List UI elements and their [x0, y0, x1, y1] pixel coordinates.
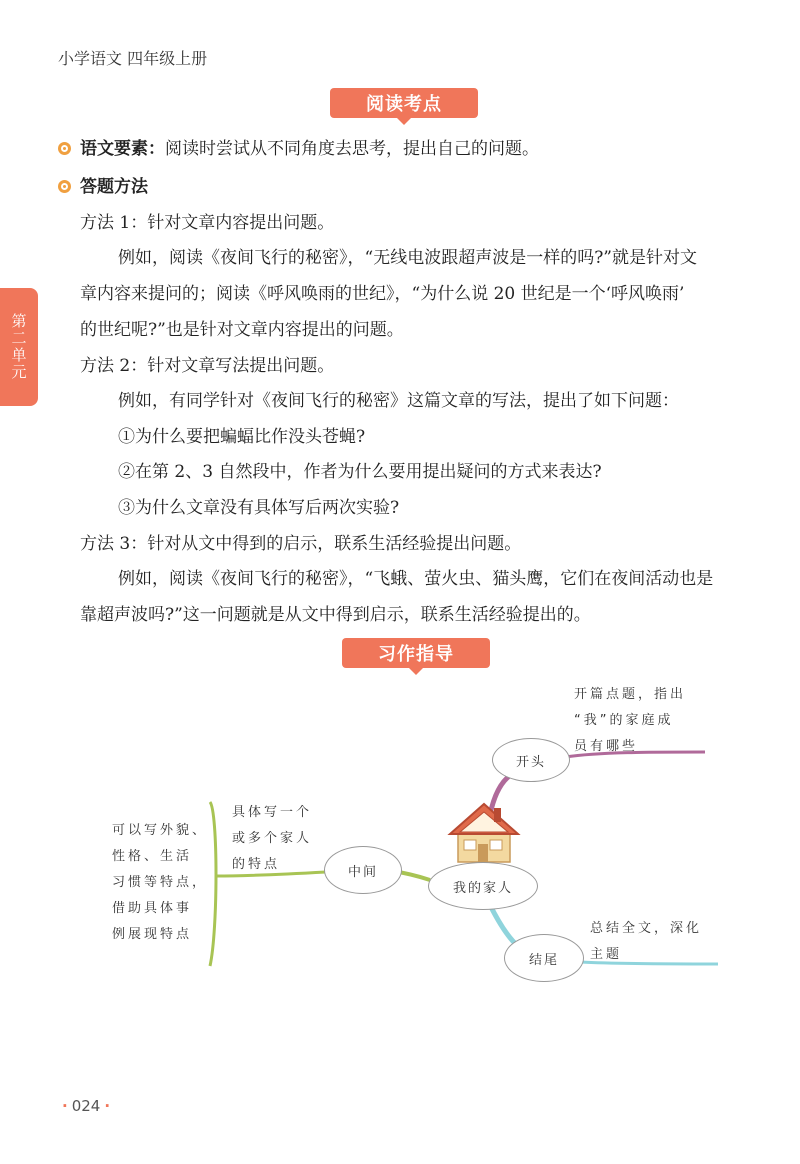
method1-title: 方法 1：针对文章内容提出问题。 [80, 213, 335, 233]
ending-note: 总结全文，深化 主题 [590, 921, 703, 962]
middle-node: 中间 [324, 846, 402, 894]
middle-note-2: 可以写外貌、 性格、生活 习惯等特点， 借助具体事 例展现特点 [112, 823, 209, 942]
opening-note: 开篇点题，指出 “我”的家庭成 员有哪些 [574, 687, 687, 754]
reading-banner: 阅读考点 [330, 88, 478, 118]
method3-title: 方法 3：针对从文中得到的启示，联系生活经验提出问题。 [80, 534, 522, 554]
page-number: · 024 · [62, 1097, 111, 1115]
method2-line: ②在第 2、3 自然段中，作者为什么要用提出疑问的方式来表达? [118, 462, 602, 482]
method2-line: ①为什么要把蝙蝠比作没头苍蝇? [118, 427, 366, 447]
center-node: 我的家人 [428, 862, 538, 910]
method-heading: 答题方法 [80, 177, 148, 197]
method3-line: 靠超声波吗?”这一问题就是从文中得到启示，联系生活经验提出的。 [80, 605, 591, 625]
method2-line: 例如，有同学针对《夜间飞行的秘密》这篇文章的写法，提出了如下问题： [118, 391, 679, 411]
book-title: 小学语文 四年级上册 [58, 49, 208, 68]
opening-node: 开头 [492, 738, 570, 782]
unit-tab: 第二单元 [0, 288, 38, 406]
ending-node: 结尾 [504, 934, 584, 982]
middle-note-1: 具体写一个 或多个家人 的特点 [232, 805, 313, 872]
method1-line: 章内容来提问的；阅读《呼风唤雨的世纪》，“为什么说 20 世纪是一个‘呼风唤雨’ [80, 284, 685, 304]
method3-line: 例如，阅读《夜间飞行的秘密》，“飞蛾、萤火虫、猫头鹰，它们在夜间活动也是 [118, 569, 714, 589]
language-element-text: 阅读时尝试从不同角度去思考，提出自己的问题。 [165, 139, 539, 159]
method2-title: 方法 2：针对文章写法提出问题。 [80, 356, 335, 376]
method1-line: 的世纪呢?”也是针对文章内容提出的问题。 [80, 320, 404, 340]
language-element-label: 语文要素： [80, 139, 165, 159]
writing-banner: 习作指导 [342, 638, 490, 668]
method2-line: ③为什么文章没有具体写后两次实验? [118, 498, 400, 518]
method1-line: 例如，阅读《夜间飞行的秘密》，“无线电波跟超声波是一样的吗?”就是针对文 [118, 248, 697, 268]
house-icon [446, 800, 522, 864]
